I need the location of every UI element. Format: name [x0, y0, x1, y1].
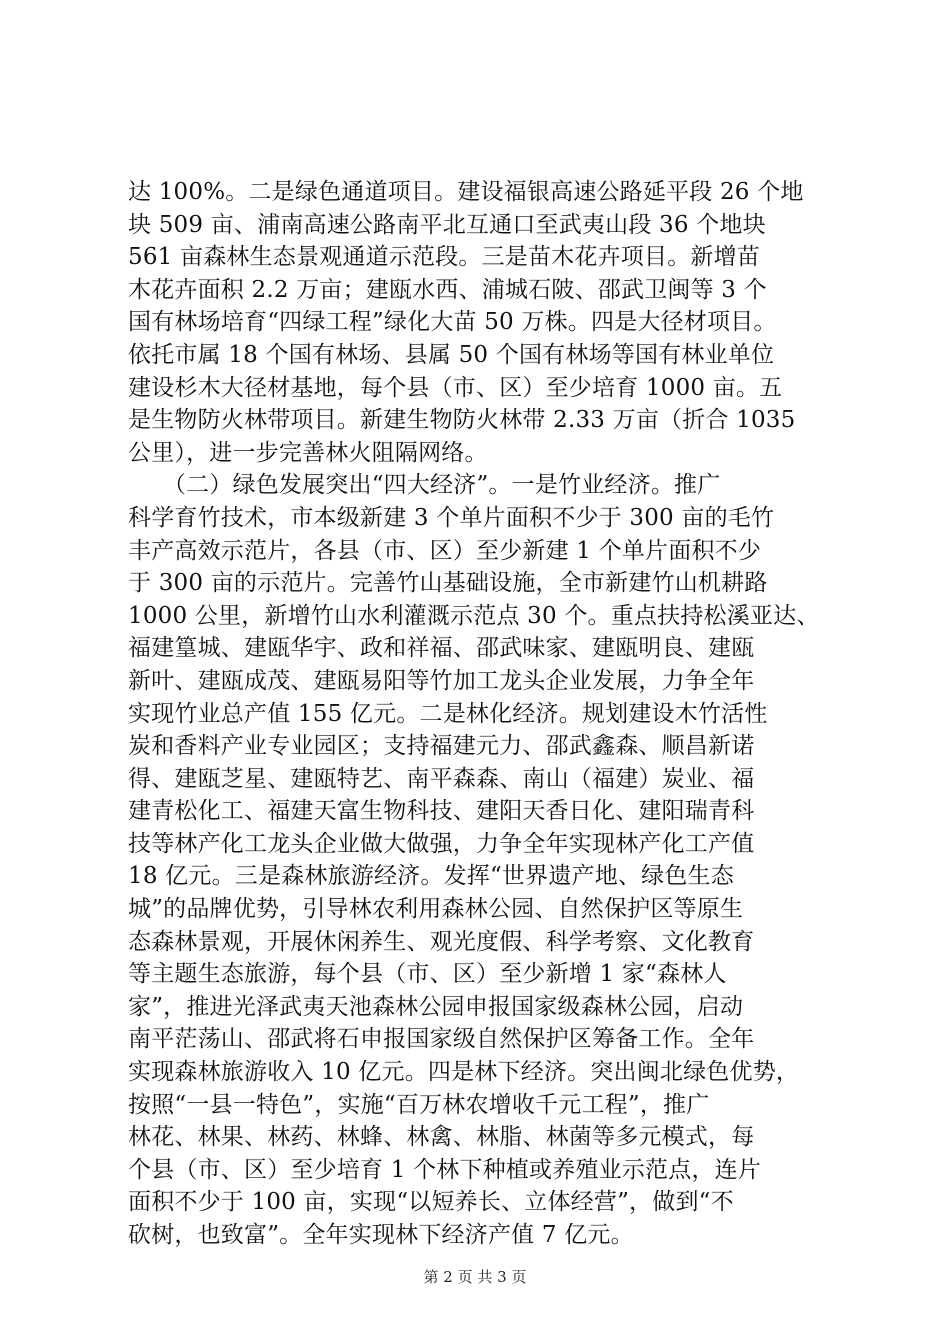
document-body — [128, 176, 828, 1252]
text-line: 国有林场培育“四绿工程”绿化大苗 50 万株。四是大径材项目。 — [128, 309, 777, 336]
text-line: 18 亿元。三是森林旅游经济。发挥“世界遗产地、绿色生态 — [128, 863, 734, 890]
text-line: 等主题生态旅游，每个县（市、区）至少新增 1 家“森林人 — [128, 961, 727, 988]
text-line: 炭和香料产业专业园区；支持福建元力、邵武鑫森、顺昌新诺 — [128, 733, 755, 760]
text-line: 公里），进一步完善林火阻隔网络。 — [128, 439, 488, 466]
text-line: 得、建瓯芝星、建瓯特艺、南平森森、南山（福建）炭业、福 — [128, 765, 755, 792]
text-line: 建设杉木大径材基地，每个县（市、区）至少培育 1000 亩。五 — [128, 374, 783, 401]
text-line: 南平茫荡山、邵武将石申报国家级自然保护区筹备工作。全年 — [128, 1026, 755, 1053]
text-line: 个县（市、区）至少培育 1 个林下种植或养殖业示范点，连片 — [128, 1156, 762, 1183]
text-line: 实现森林旅游收入 10 亿元。四是林下经济。突出闽北绿色优势， — [128, 1059, 800, 1086]
page-footer: 第 2 页 共 3 页 — [423, 1268, 527, 1286]
text-line: 是生物防火林带项目。新建生物防火林带 2.33 万亩（折合 1035 — [128, 407, 796, 434]
text-line: 按照“一县一特色”，实施“百万林农增收千元工程”，推广 — [128, 1091, 710, 1118]
text-line: 丰产高效示范片，各县（市、区）至少新建 1 个单片面积不少 — [128, 537, 762, 564]
text-line: 技等林产化工龙头企业做大做强，力争全年实现林产化工产值 — [128, 830, 755, 857]
text-line: 家”，推进光泽武夷天池森林公园申报国家级森林公园，启动 — [128, 993, 744, 1020]
text-line: 城”的品牌优势，引导林农利用森林公园、自然保护区等原生 — [128, 896, 744, 923]
text-line: 新叶、建瓯成茂、建瓯易阳等竹加工龙头企业发展，力争全年 — [128, 667, 755, 694]
text-line: 561 亩森林生态景观通道示范段。三是苗木花卉项目。新增苗 — [128, 244, 761, 271]
text-line: 依托市属 18 个国有林场、县属 50 个国有林场等国有林业单位 — [128, 341, 775, 368]
text-line: 实现竹业总产值 155 亿元。二是林化经济。规划建设木竹活性 — [128, 700, 768, 727]
text-line: 块 509 亩、浦南高速公路南平北互通口至武夷山段 36 个地块 — [128, 211, 766, 238]
text-line: 科学育竹技术，市本级新建 3 个单片面积不少于 300 亩的毛竹 — [128, 504, 775, 531]
text-line: 福建篁城、建瓯华宇、政和祥福、邵武味家、建瓯明良、建瓯 — [128, 635, 755, 662]
text-line: 建青松化工、福建天富生物科技、建阳天香日化、建阳瑞青科 — [128, 798, 755, 825]
text-line: （二）绿色发展突出“四大经济”。一是竹业经济。推广 — [128, 472, 721, 499]
text-line: 面积不少于 100 亩，实现“以短养长、立体经营”，做到“不 — [128, 1189, 734, 1216]
text-line: 砍树，也致富”。全年实现林下经济产值 7 亿元。 — [128, 1222, 634, 1248]
text-line: 态森林景观，开展休闲养生、观光度假、科学考察、文化教育 — [128, 928, 755, 955]
text-line: 林花、林果、林药、林蜂、林禽、林脂、林菌等多元模式，每 — [128, 1124, 755, 1151]
text-line: 木花卉面积 2.2 万亩；建瓯水西、浦城石陂、邵武卫闽等 3 个 — [128, 276, 767, 303]
text-line: 达 100%。二是绿色通道项目。建设福银高速公路延平段 26 个地 — [128, 179, 804, 205]
text-line: 于 300 亩的示范片。完善竹山基础设施，全市新建竹山机耕路 — [128, 570, 768, 597]
text-line: 1000 公里，新增竹山水利灌溉示范点 30 个。重点扶持松溪亚达、 — [128, 602, 820, 629]
